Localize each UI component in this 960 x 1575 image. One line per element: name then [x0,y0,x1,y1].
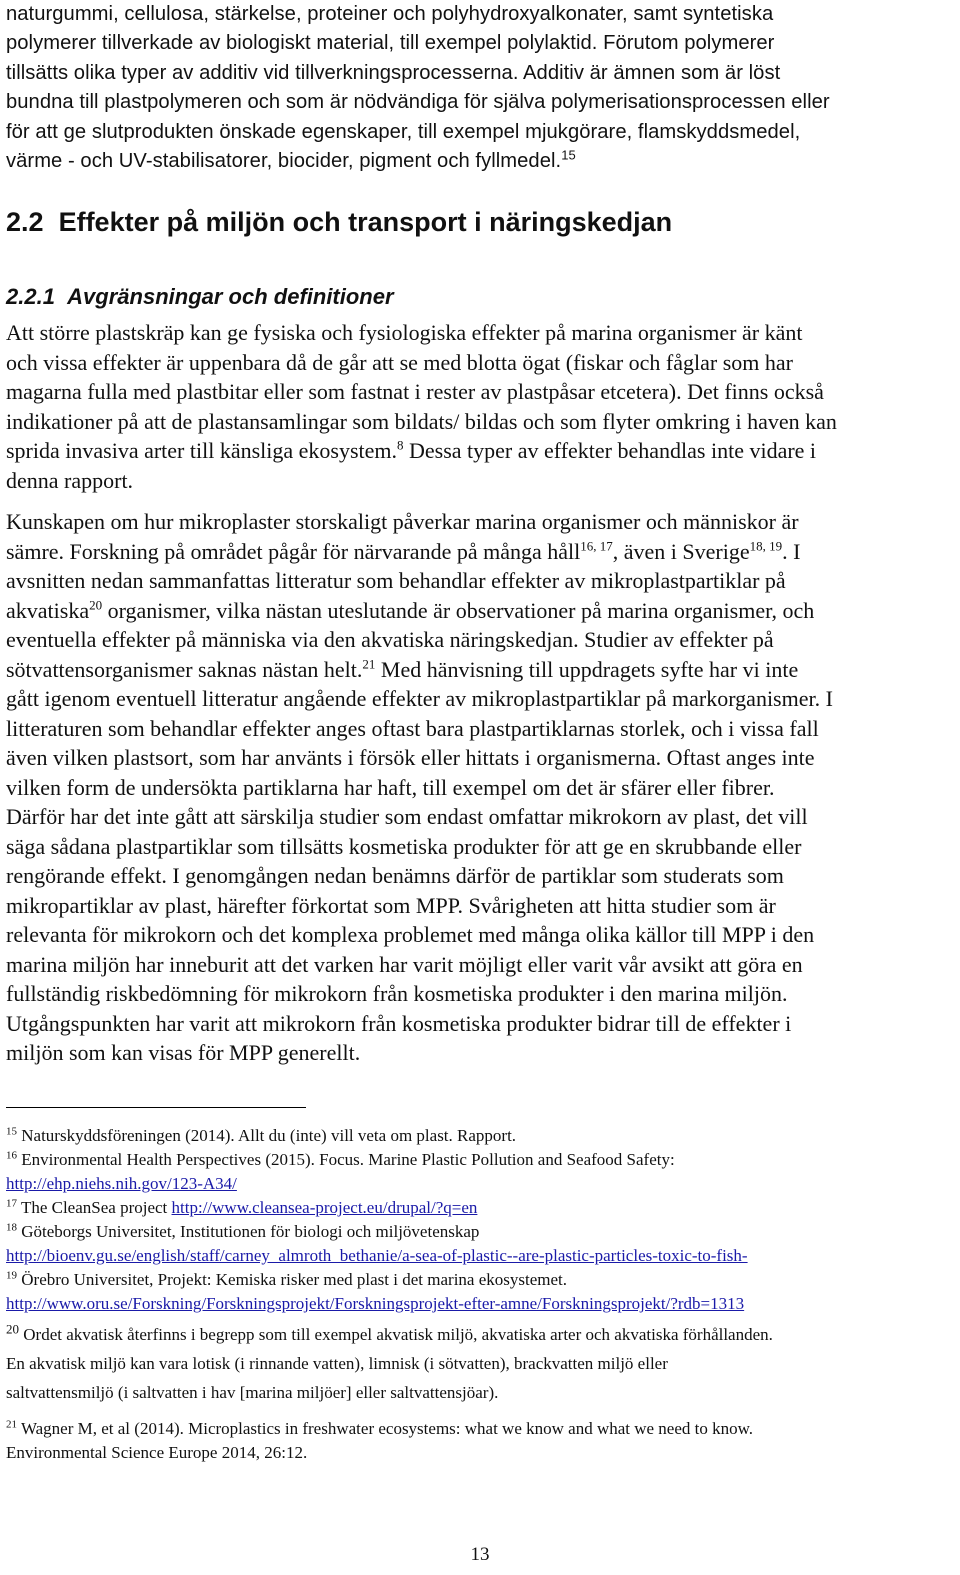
text-line: vilken form de undersökta partiklarna har haft, till exempel om det är sfärer eller fibrer. [6,774,775,800]
footnote-link[interactable]: http://bioenv.gu.se/english/staff/carney_almroth_bethanie/a-sea-of-plastic--are-plastic-particles-toxic-to-fish- [6,1246,748,1265]
text-line: mikropartiklar av plast, härefter förkortat som MPP. Svårigheten att hitta studier som är [6,892,776,918]
text-line: polymerer tillverkade av biologiskt material, till exempel polylaktid. Förutom polymerer [6,32,775,55]
text-line: avsnitten nedan sammanfattas litteratur som behandlar effekter av mikroplastpartiklar på [6,568,786,593]
text-line: magarna fulla med plastbitar eller som fastnat i rester av plastpåsar etcetera). Det finns också [6,379,824,404]
subsection-title: Avgränsningar och definitioner [67,284,394,309]
footnote-number: 16 [6,1149,17,1162]
section-title: Effekter på miljön och transport i näringskedjan [58,207,673,237]
text-line: tillsätts olika typer av additiv vid tillverkningsprocesserna. Additiv är ämnen som är löst [6,61,781,84]
footnote-number: 18 [6,1221,17,1234]
text-line: indikationer på att de plastansamlingar som bildats/ bildas och som flyter omkring i haven kan [6,408,837,434]
text-line: Utgångspunkten har varit att mikrokorn från kosmetiska produkter bidrar till de effekter i [6,1010,792,1036]
footnote-text: En akvatisk miljö kan vara lotisk (i rinnande vatten), limnisk (i sötvatten), brackvatten miljö eller [6,1354,668,1373]
intro-paragraph [6,0,946,176]
footnote-text: Environmental Science Europe 2014, 26:12. [6,1443,308,1462]
footnote-number: 19 [6,1269,17,1282]
text-line: relevanta för mikrokorn och det komplexa problemet med många olika källor till MPP i den [6,922,815,947]
footnote-text: Örebro Universitet, Projekt: Kemiska risker med plast i det marina ekosystemet. [17,1270,568,1289]
section-heading [6,207,672,238]
text-line: eventuella effekter på människa via den akvatiska näringskedjan. Studier av effekter på [6,627,774,652]
text-line: säga sådana plastpartiklar som tillsätts kosmetiska produkter för att ge en skrubbande eller [6,833,802,859]
footnote-number: 15 [6,1125,17,1138]
text-line: . I [782,538,801,564]
footnote-divider [6,1107,306,1108]
footnote-16 [6,1148,956,1196]
text-line: bundna till plastpolymeren och som är nödvändiga för själva polymerisationsprocessen eller [6,91,830,114]
text-line: fullständig riskbedömning för mikrokorn från kosmetiska produkter i den marina miljön. [6,981,788,1006]
body-paragraph-1 [6,318,956,495]
text-line: Att större plastskräp kan ge fysiska och fysiologiska effekter på marina organismer är känt [6,320,803,345]
subsection-heading [6,284,394,310]
page-number: 13 [470,1544,490,1565]
body-paragraph-2 [6,507,956,1068]
text-line: Därför har det inte gått att särskilja studier som endast omfattar mikrokorn av plast, det vill [6,804,808,829]
footnote-text: Naturskyddsföreningen (2014). Allt du (inte) vill veta om plast. Rapport. [17,1126,517,1145]
text-line: och vissa effekter är uppenbara då de går att se med blotta ögat (fiskar och fåglar som har [6,349,793,375]
footnote-text: Ordet akvatisk återfinns i begrepp som till exempel akvatisk miljö, akvatiska arter och akvatiska förhållanden. [19,1325,773,1344]
footnote-text: The CleanSea project [17,1198,172,1217]
text-line: för att ge slutprodukten önskade egenskaper, till exempel mjukgörare, flamskyddsmedel, [6,120,801,143]
text-line: marina miljön har inneburit att det varken har varit möjligt eller varit vår avsikt att göra en [6,951,803,977]
footnote-17 [6,1196,956,1220]
footnote-ref[interactable]: 16, 17 [580,538,613,554]
text-line: organismer, vilka nästan uteslutande är observationer på marina organismer, och [102,597,815,623]
footnote-ref[interactable]: 15 [561,147,576,163]
text-line: denna rapport. [6,467,134,493]
text-line: även vilken plastsort, som har använts i försök eller hittats i organismerna. Oftast anges inte [6,745,815,770]
footnote-ref[interactable]: 18, 19 [749,538,783,554]
footnote-link[interactable]: http://www.cleansea-project.eu/drupal/?q=en [171,1198,478,1217]
subsection-number: 2.2.1 [6,284,55,309]
footnote-20 [6,1320,956,1407]
footnote-number: 21 [6,1418,17,1431]
text-line: litteraturen som behandlar effekter anges oftast bara plastpartiklarnas storlek, och i vissa fall [6,715,819,741]
footnote-text: Göteborgs Universitet, Institutionen för biologi och miljövetenskap [17,1222,480,1241]
text-line: Dessa typer av effekter behandlas inte vidare i [403,438,817,463]
footnote-text: saltvattensmiljö (i saltvatten i hav [marina miljöer] eller saltvattensjöar). [6,1383,499,1402]
text-line: Med hänvisning till uppdragets syfte har vi inte [375,656,799,682]
footnote-15 [6,1124,956,1148]
text-line: miljön som kan visas för MPP generellt. [6,1040,361,1065]
footnote-ref[interactable]: 21 [362,656,376,672]
footnote-text: Wagner M, et al (2014). Microplastics in freshwater ecosystems: what we know and what we need to know. [17,1419,754,1438]
footnote-18 [6,1220,956,1268]
text-line: naturgummi, cellulosa, stärkelse, proteiner och polyhydroxyalkonater, samt syntetiska [6,3,774,25]
footnote-link[interactable]: http://www.oru.se/Forskning/Forskningsprojekt/Forskningsprojekt-efter-amne/Forskningsprojekt/?rdb=1313 [6,1294,745,1313]
text-line: rengörande effekt. I genomgången nedan benämns därför de partiklar som studerats som [6,863,784,888]
text-line: sämre. Forskning på området pågår för närvarande på många håll [6,538,581,564]
section-number: 2.2 [6,207,44,237]
text-line: Kunskapen om hur mikroplaster storskaligt påverkar marina organismer och människor är [6,509,799,534]
footnote-19 [6,1268,956,1316]
footnote-ref[interactable]: 20 [89,597,103,613]
text-line: sötvattensorganismer saknas nästan helt. [6,656,363,682]
footnote-number: 20 [6,1321,19,1337]
footnote-21 [6,1417,956,1465]
footnote-ref[interactable]: 8 [397,437,404,453]
text-line: akvatiska [6,597,90,623]
footnote-text: Environmental Health Perspectives (2015). Focus. Marine Plastic Pollution and Seafood Safety: [17,1150,675,1169]
footnote-number: 17 [6,1197,17,1210]
footnote-link[interactable]: http://ehp.niehs.nih.gov/123-A34/ [6,1174,237,1193]
text-line: , även i Sverige [612,538,750,564]
text-line: värme - och UV-stabilisatorer, biocider, pigment och fyllmedel. [6,150,562,173]
text-line: gått igenom eventuell litteratur angående effekter av mikroplastpartiklar på markorganismer. I [6,686,833,711]
text-line: sprida invasiva arter till känsliga ekosystem. [6,438,398,463]
